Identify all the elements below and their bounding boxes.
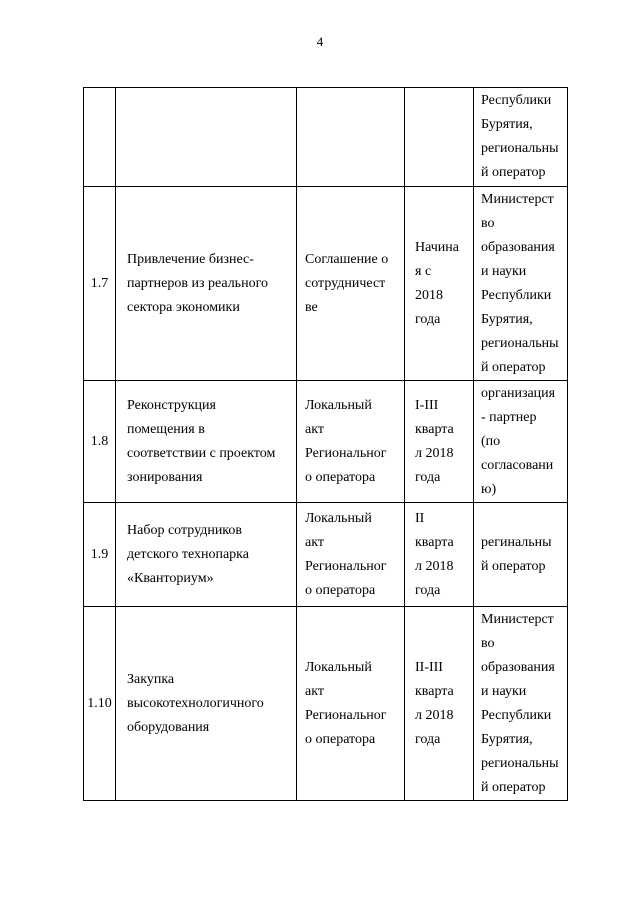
row-number-cell: 1.8 bbox=[84, 381, 116, 503]
event-cell: Привлечение бизнес- партнеров из реального сектора экономики bbox=[116, 187, 297, 381]
document-cell bbox=[297, 88, 405, 187]
table-row bbox=[84, 187, 568, 381]
table-row bbox=[84, 88, 568, 187]
row-number-cell: 1.7 bbox=[84, 187, 116, 381]
responsible-cell: Республики Бурятия, региональны й оператор bbox=[474, 88, 568, 187]
document-cell: Соглашение о сотрудничест ве bbox=[297, 187, 405, 381]
timing-cell bbox=[405, 88, 474, 187]
event-cell: Закупка высокотехнологичного оборудования bbox=[116, 607, 297, 801]
document-cell: Локальный акт Региональног о оператора bbox=[297, 607, 405, 801]
document-cell: Локальный акт Региональног о оператора bbox=[297, 503, 405, 607]
row-number-cell bbox=[84, 88, 116, 187]
timing-cell: Начина я с 2018 года bbox=[405, 187, 474, 381]
event-cell: Набор сотрудников детского технопарка «Кванториум» bbox=[116, 503, 297, 607]
responsible-cell: Министерст во образования и науки Республики Бурятия, региональны й оператор bbox=[474, 187, 568, 381]
row-number-cell: 1.9 bbox=[84, 503, 116, 607]
timing-cell: II кварта л 2018 года bbox=[405, 503, 474, 607]
responsible-cell: организация - партнер (по согласовани ю) bbox=[474, 381, 568, 503]
activity-plan-table bbox=[83, 87, 568, 801]
table-row bbox=[84, 381, 568, 503]
responsible-cell: регинальны й оператор bbox=[474, 503, 568, 607]
responsible-cell: Министерст во образования и науки Республики Бурятия, региональны й оператор bbox=[474, 607, 568, 801]
table-row bbox=[84, 503, 568, 607]
page-number: 4 bbox=[316, 34, 324, 49]
event-cell: Реконструкция помещения в соответствии с проектом зонирования bbox=[116, 381, 297, 503]
event-cell bbox=[116, 88, 297, 187]
document-cell: Локальный акт Региональног о оператора bbox=[297, 381, 405, 503]
timing-cell: I-III кварта л 2018 года bbox=[405, 381, 474, 503]
timing-cell: II-III кварта л 2018 года bbox=[405, 607, 474, 801]
table-row bbox=[84, 607, 568, 801]
row-number-cell: 1.10 bbox=[84, 607, 116, 801]
